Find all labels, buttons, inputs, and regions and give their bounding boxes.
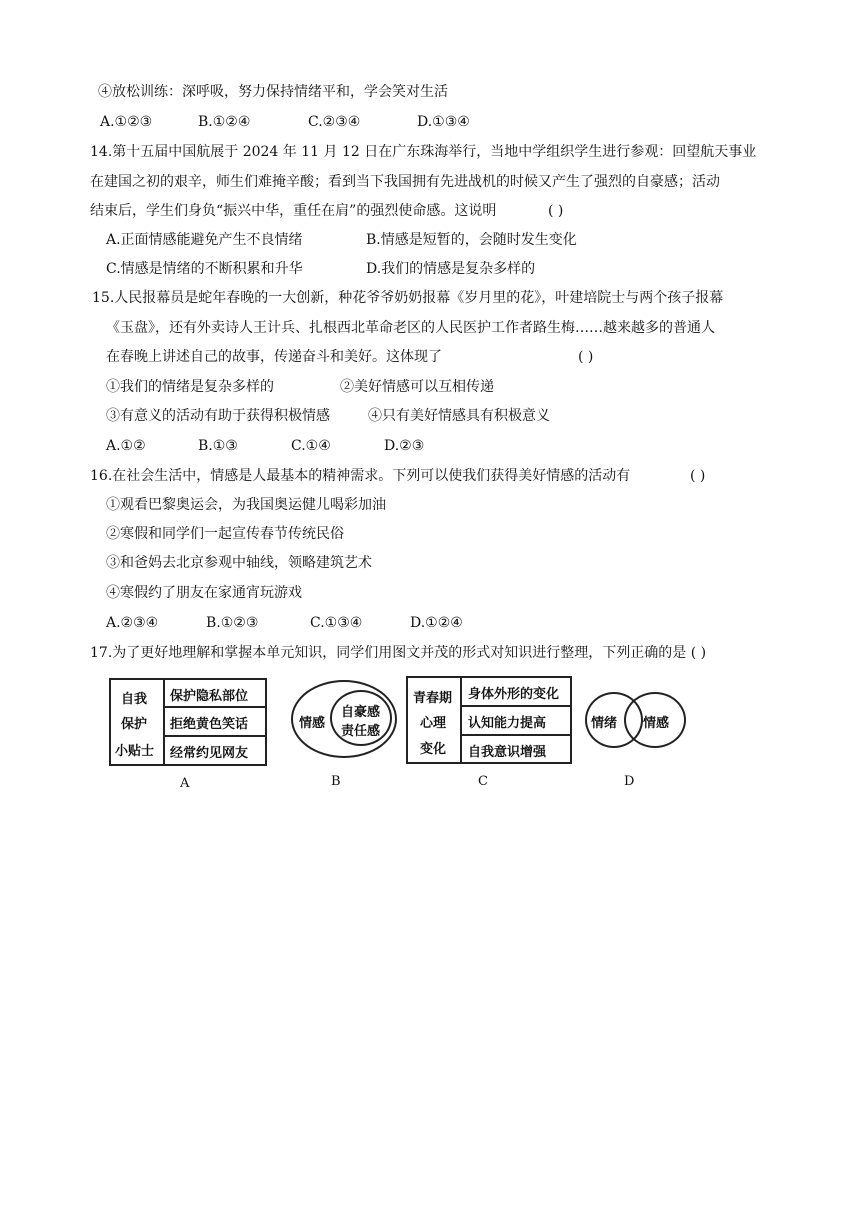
q14-stem-line-2: 在建国之初的艰辛，师生们难掩辛酸；看到当下我国拥有先进战机的时候又产生了强烈的自豪感；活动 [90,174,720,190]
q16-option-c: C.①③④ [310,615,363,631]
diagram-c-right-row-1: 身体外形的变化 [468,687,560,702]
diagram-b-inner-label-1: 自豪感 [341,705,381,720]
q14-answer-paren: ( ) [548,203,564,219]
diagram-a-left-line-2: 保护 [121,717,148,732]
diagram-b-label: B [331,774,341,789]
q14-option-a: A.正面情感能避免产生不良情绪 [106,232,303,248]
q16-option-a: A.②③④ [106,615,159,631]
q13-option-b: B.①②④ [198,114,251,130]
diagram-c-label: C [478,774,488,789]
q14-stem-line-1: 14.第十五届中国航展于 2024 年 11 月 12 日在广东珠海举行，当地中学组织学生进行参观：回望航天事业 [90,144,757,160]
q15-option-c: C.①④ [291,438,331,454]
q16-stem: 16.在社会生活中，情感是人最基本的精神需求。下列可以使我们获得美好情感的活动有 [90,468,631,484]
q16-item-1: ①观看巴黎奥运会，为我国奥运健儿喝彩加油 [106,497,386,513]
q14-option-c: C.情感是情绪的不断积累和升华 [106,261,303,277]
q14-stem-line-3: 结束后，学生们身负“振兴中华，重任在肩”的强烈使命感。这说明 [90,203,497,219]
diagram-a-right-row-3: 经常约见网友 [170,746,249,761]
q15-item-3: ③有意义的活动有助于获得积极情感 [106,408,330,424]
diagram-c-left-line-3: 变化 [420,742,447,757]
q15-stem-line-2: 《玉盘》，还有外卖诗人王计兵、扎根西北革命老区的人民医护工作者路生梅……越来越多的普通人 [106,320,715,336]
diagram-a-left-line-1: 自我 [121,692,148,707]
diagram-c-left-line-2: 心理 [420,716,447,731]
q13-option-d: D.①③④ [417,114,470,130]
diagram-d-label: D [624,774,635,789]
diagram-a-right-row-1: 保护隐私部位 [170,689,249,704]
diagram-a-right-row-2: 拒绝黄色笑话 [170,717,249,732]
diagram-d-right-label: 情感 [643,716,670,731]
q17-stem: 17.为了更好地理解和掌握本单元知识，同学们用图文并茂的形式对知识进行整理，下列正确的是 ( ) [90,645,707,661]
diagram-a-label: A [180,776,190,791]
diagram-c-row-divider-1 [460,705,572,707]
q15-answer-paren: ( ) [578,349,594,365]
q15-stem-line-3: 在春晚上讲述自己的故事，传递奋斗和美好。这体现了 [106,349,442,365]
q15-option-b: B.①③ [198,438,238,454]
diagram-a-left-line-3: 小贴士 [115,744,155,759]
q13-option-c: C.②③④ [308,114,361,130]
diagram-b-outer-label: 情感 [299,716,326,731]
q16-option-d: D.①②④ [410,615,463,631]
q13-item-4: ④放松训练：深呼吸，努力保持情绪平和，学会笑对生活 [98,84,448,100]
diagram-a-divider [163,678,165,766]
diagram-c-right-row-2: 认知能力提高 [468,716,547,731]
diagram-a-row-divider-2 [163,735,267,737]
diagram-c-divider [460,676,462,764]
q15-item-1: ①我们的情绪是复杂多样的 [106,379,274,395]
q14-option-b: B.情感是短暂的，会随时发生变化 [366,232,577,248]
diagram-c-left-line-1: 青春期 [413,691,453,706]
diagram-b-inner-label-2: 责任感 [341,724,381,739]
q15-item-4: ④只有美好情感具有积极意义 [368,408,550,424]
q15-item-2: ②美好情感可以互相传递 [340,379,494,395]
q16-option-b: B.①②③ [206,615,259,631]
q15-option-a: A.①② [106,438,146,454]
diagram-d-left-label: 情绪 [591,716,618,731]
q16-answer-paren: ( ) [690,468,706,484]
q13-option-a: A.①②③ [100,114,153,130]
diagram-c-right-row-3: 自我意识增强 [468,745,547,760]
q14-option-d: D.我们的情感是复杂多样的 [366,261,536,277]
q16-item-4: ④寒假约了朋友在家通宵玩游戏 [106,585,302,601]
q15-stem-line-1: 15.人民报幕员是蛇年春晚的一大创新，种花爷爷奶奶报幕《岁月里的花》，叶建培院士与两个孩子报幕 [92,290,724,306]
diagram-c-row-divider-2 [460,734,572,736]
diagram-a-row-divider-1 [163,706,267,708]
q16-item-3: ③和爸妈去北京参观中轴线，领略建筑艺术 [106,555,372,571]
q15-option-d: D.②③ [384,438,425,454]
q16-item-2: ②寒假和同学们一起宣传春节传统民俗 [106,526,344,542]
